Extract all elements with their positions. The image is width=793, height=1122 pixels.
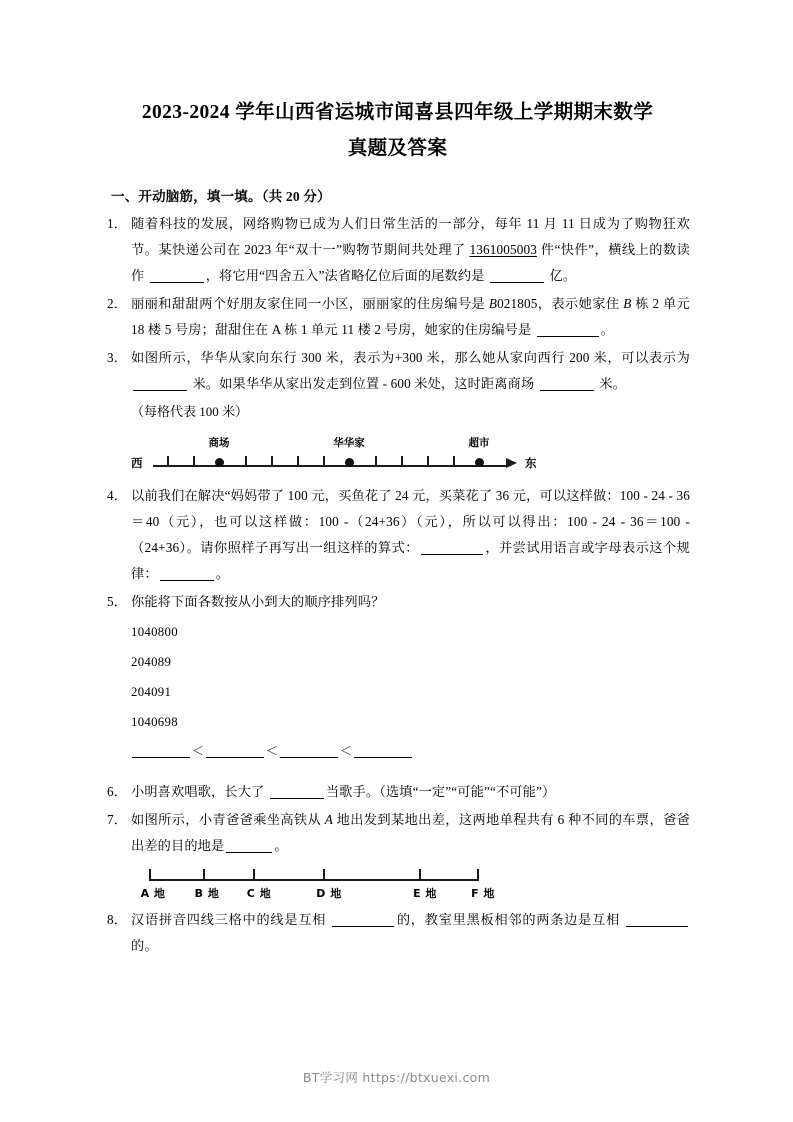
station-label-a: A 地 [140,887,166,900]
q7-text-c: 。 [274,838,288,853]
station-label-e: E 地 [413,887,437,900]
q2-building-letter: B [623,296,632,311]
question-number: 7． [107,812,128,827]
q8-text-c: 的。 [131,938,158,953]
q3-text-b: 米。如果华华从家出发走到位置 - 600 米处，这时距离商场 [189,376,538,391]
number-line-tick [245,456,247,466]
number-line-label-supermarket: 超市 [468,437,490,449]
question-1 [105,211,690,289]
question-text [131,483,690,587]
station-label-f: F 地 [471,887,495,900]
station-tick-d [323,869,325,881]
ordering-answer-row [105,737,690,765]
q2-text-a: 丽丽和甜甜两个好朋友家住同一小区，丽丽家的住房编号是 [131,296,489,311]
q8-text-b: 的，教室里黑板相邻的两条边是互相 [396,912,624,927]
number-line-point-supermarket [475,458,484,467]
q6-text-a: 小明喜欢唱歌，长大了 [131,784,268,799]
page-title [105,95,690,167]
answer-blank[interactable] [132,742,190,758]
answer-blank[interactable] [354,742,412,758]
station-tick-c [253,869,255,881]
question-text [131,779,690,805]
question-text [131,291,690,343]
number-line-point-mall [215,458,224,467]
less-than-sign: ＜ [266,744,279,758]
question-8 [105,907,690,959]
q7-text-b: 地出发到某地出差，这两地单程共有 6 种不同的车票，爸爸出差的目的地是 [131,812,690,853]
q4-text-c: 。 [215,566,230,581]
q1-text-a: 随着科技的发展，网络购物已成为人们日常生活的一部分，每年 11 月 11 日成为了购物狂欢节。某快递公司在 2023 年“双十一”购物节期间共处理了 [131,216,690,257]
less-than-sign: ＜ [340,744,353,758]
number-line-label-home: 华华家 [333,437,365,449]
question-2 [105,291,690,343]
station-tick-a [149,869,151,881]
answer-blank[interactable] [160,565,214,581]
station-label-c: C 地 [246,887,272,900]
question-text [131,211,690,289]
answer-blank[interactable] [537,321,599,337]
q2-text-d: 。 [600,322,615,337]
q1-text-c: ，将它用“四舍五入”法省略亿位后面的尾数约是 [205,268,488,283]
q8-text-a: 汉语拼音四线三格中的线是互相 [131,912,331,927]
question-number: 6． [107,784,128,799]
number-line-figure [131,425,551,483]
q2-text-b: 021805，表示她家住 [497,296,624,311]
answer-blank[interactable] [150,267,204,283]
question-3 [105,345,690,397]
question-text [131,907,690,959]
number-line-tick [323,456,325,466]
question-7 [105,807,690,859]
q3-text-c: 米。 [595,376,626,391]
question-number: 3． [107,350,128,365]
number-line-tick [193,456,195,466]
question-4 [105,483,690,587]
station-tick-e [419,869,421,881]
answer-blank[interactable] [421,539,483,555]
east-arrow-icon [506,458,517,468]
list-item: 204091 [131,685,172,699]
number-line-point-home [345,458,354,467]
q1-underlined-number: 1361005003 [469,242,537,257]
page-content [105,95,690,961]
number-line-tick [167,456,169,466]
q2-building-code-letter: B [488,296,498,311]
answer-blank[interactable] [270,783,324,799]
less-than-sign: ＜ [192,744,205,758]
q7-station-letter: A [324,812,333,827]
figure-note: （每格代表 100 米） [131,404,249,419]
page-title-line1: 2023-2024 学年山西省运城市闻喜县四年级上学期期末数学 [141,102,654,123]
answer-blank[interactable] [332,911,394,927]
answer-blank[interactable] [206,742,264,758]
q4-text-b: ，并尝试用语言或字母表示这个规律： [131,540,691,581]
list-item: 204089 [131,655,172,669]
question-number: 8． [107,912,128,927]
station-line-figure [131,861,531,907]
number-line-tick [271,456,273,466]
answer-blank[interactable] [226,837,272,853]
q1-text-b: 件“快件”，横线上的数读作 [131,242,691,283]
number-line-tick [375,456,377,466]
question-5 [105,589,690,615]
question-number: 2． [107,296,128,311]
answer-blank[interactable] [280,742,338,758]
list-item: 1040698 [131,715,178,729]
question-6 [105,779,690,805]
station-label-b: B 地 [194,887,220,900]
section-heading: 一、开动脑筋，填一填。（共 20 分） [111,189,331,204]
question-text [131,807,690,859]
number-line-tick [453,456,455,466]
question-text [131,345,690,397]
number-line-tick [401,456,403,466]
direction-label-west: 西 [131,456,143,470]
question-number: 5． [107,594,128,609]
answer-blank[interactable] [540,375,594,391]
q4-text-a: 以前我们在解决“妈妈带了 100 元，买鱼花了 24 元，买菜花了 36 元，可以这样做：100 - 24 - 36＝40（元），也可以这样做：100 -（24+36）（元），所以可以得出：100 - 24 - 36＝100 -（24+36）。请你照样子再写出一组这样的算式： [131,488,690,555]
page-title-line2: 真题及答案 [347,138,448,159]
q2-text-c: 栋 2 单元 18 楼 5 号房；甜甜住在 A 栋 1 单元 11 楼 2 号房，她家的住房编号是 [131,296,690,337]
q1-text-d: 亿。 [546,268,577,283]
station-tick-b [203,869,205,881]
number-list [105,617,690,737]
number-line-label-mall: 商场 [208,437,230,449]
number-line-tick [297,456,299,466]
station-line-axis [149,879,479,881]
footer-watermark: BT学习网 https://btxuexi.com [302,1070,491,1085]
answer-blank[interactable] [626,911,688,927]
question-number: 4． [107,488,128,503]
question-number: 1． [107,216,128,231]
answer-blank[interactable] [490,267,544,283]
direction-label-east: 东 [525,456,537,470]
question-text: 你能将下面各数按从小到大的顺序排列吗？ [131,594,385,609]
station-tick-f [477,869,479,881]
number-line-tick [427,456,429,466]
list-item: 1040800 [131,625,178,639]
station-label-d: D 地 [316,887,342,900]
q7-text-a: 如图所示，小青爸爸乘坐高铁从 [131,812,325,827]
answer-blank[interactable] [133,375,187,391]
q3-text-a: 如图所示，华华从家向东行 300 米，表示为+300 米，那么她从家向西行 200 米，可以表示为 [131,350,690,365]
q6-text-b: 当歌手。（选填“一定”“可能”“不可能”） [325,784,556,799]
